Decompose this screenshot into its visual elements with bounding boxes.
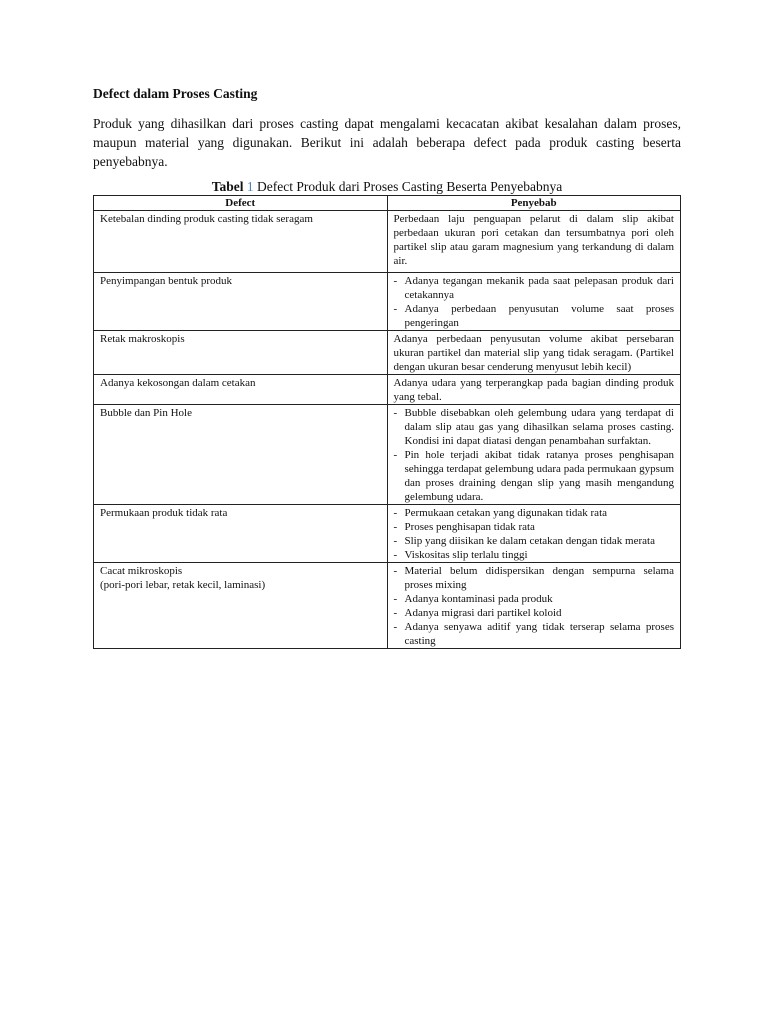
table-header-row (94, 196, 681, 211)
cause-cell (387, 375, 681, 405)
caption-text: Defect Produk dari Proses Casting Beserta Penyebabnya (257, 179, 563, 194)
cause-cell (387, 331, 681, 375)
defect-table (93, 195, 681, 649)
defect-name: Bubble dan Pin Hole (100, 407, 192, 419)
cause-text: Perbedaan laju penguapan pelarut di dalam slip akibat perbedaan ukuran pori cetakan dan tersumbatnya pori oleh partikel slip atau garam magnesium yang terkandung di dalam air. (393, 213, 674, 267)
table-row (94, 505, 681, 563)
cause-item: - Proses penghisapan tidak rata (394, 520, 675, 534)
defect-name: Retak makroskopis (100, 333, 185, 345)
cause-list (394, 274, 675, 330)
cause-item: - Adanya migrasi dari partikel koloid (394, 606, 675, 620)
table-row (94, 563, 681, 649)
defect-cell (94, 375, 388, 405)
table-row (94, 211, 681, 273)
section-heading: Defect dalam Proses Casting (93, 86, 258, 101)
defect-name: Permukaan produk tidak rata (100, 507, 228, 519)
cause-item: - Slip yang diisikan ke dalam cetakan dengan tidak merata (394, 534, 675, 548)
cause-item: - Pin hole terjadi akibat tidak ratanya proses penghisapan sehingga terdapat gelembung udara pada permukaan gypsum dan proses draining dengan slip yang masih mengandung gelembung udara. (394, 448, 675, 504)
header-defect: Defect (94, 196, 388, 211)
cause-item: - Viskositas slip terlalu tinggi (394, 548, 675, 562)
caption-number: 1 (246, 179, 254, 194)
defect-cell (94, 331, 388, 375)
cause-item: - Adanya senyawa aditif yang tidak terserap selama proses casting (394, 620, 675, 648)
defect-name: Ketebalan dinding produk casting tidak seragam (100, 213, 313, 225)
caption-label: Tabel (211, 179, 244, 194)
table-row (94, 405, 681, 505)
defect-subtext: (pori-pori lebar, retak kecil, laminasi) (100, 579, 266, 591)
cause-cell (387, 211, 681, 273)
table-caption (93, 178, 681, 195)
cause-text: Adanya udara yang terperangkap pada bagian dinding produk yang tebal. (393, 377, 674, 403)
cause-list (394, 506, 675, 562)
cause-cell (387, 563, 681, 649)
table-row (94, 273, 681, 331)
intro-paragraph: Produk yang dihasilkan dari proses casting dapat mengalami kecacatan akibat kesalahan dalam proses, maupun material yang digunakan. Berikut ini adalah beberapa defect pada produk casting beserta penyebabnya. (93, 116, 681, 169)
defect-cell (94, 505, 388, 563)
cause-text: Adanya perbedaan penyusutan volume akibat persebaran ukuran partikel dan material slip yang tidak seragam. (Partikel dengan ukuran besar cenderung menyusut lebih kecil) (393, 333, 674, 373)
defect-cell (94, 405, 388, 505)
defect-cell (94, 563, 388, 649)
table-row (94, 375, 681, 405)
cause-cell (387, 505, 681, 563)
cause-list (394, 564, 675, 648)
cause-cell (387, 273, 681, 331)
cause-cell (387, 405, 681, 505)
defect-name: Adanya kekosongan dalam cetakan (100, 377, 256, 389)
cause-item: - Adanya tegangan mekanik pada saat pelepasan produk dari cetakannya (394, 274, 675, 302)
cause-item: - Bubble disebabkan oleh gelembung udara yang terdapat di dalam slip atau gas yang dihasilkan selama proses casting. Kondisi ini dapat diatasi dengan penambahan surfaktan. (394, 406, 675, 448)
cause-item: - Adanya perbedaan penyusutan volume saat proses pengeringan (394, 302, 675, 330)
header-penyebab: Penyebab (387, 196, 681, 211)
defect-cell (94, 273, 388, 331)
document-page (93, 84, 681, 649)
cause-item: - Material belum didispersikan dengan sempurna selama proses mixing (394, 564, 675, 592)
defect-cell (94, 211, 388, 273)
defect-name: Cacat mikroskopis (100, 565, 183, 577)
cause-item: - Adanya kontaminasi pada produk (394, 592, 675, 606)
cause-item: - Permukaan cetakan yang digunakan tidak rata (394, 506, 675, 520)
defect-name: Penyimpangan bentuk produk (100, 275, 232, 287)
cause-list (394, 406, 675, 504)
table-row (94, 331, 681, 375)
